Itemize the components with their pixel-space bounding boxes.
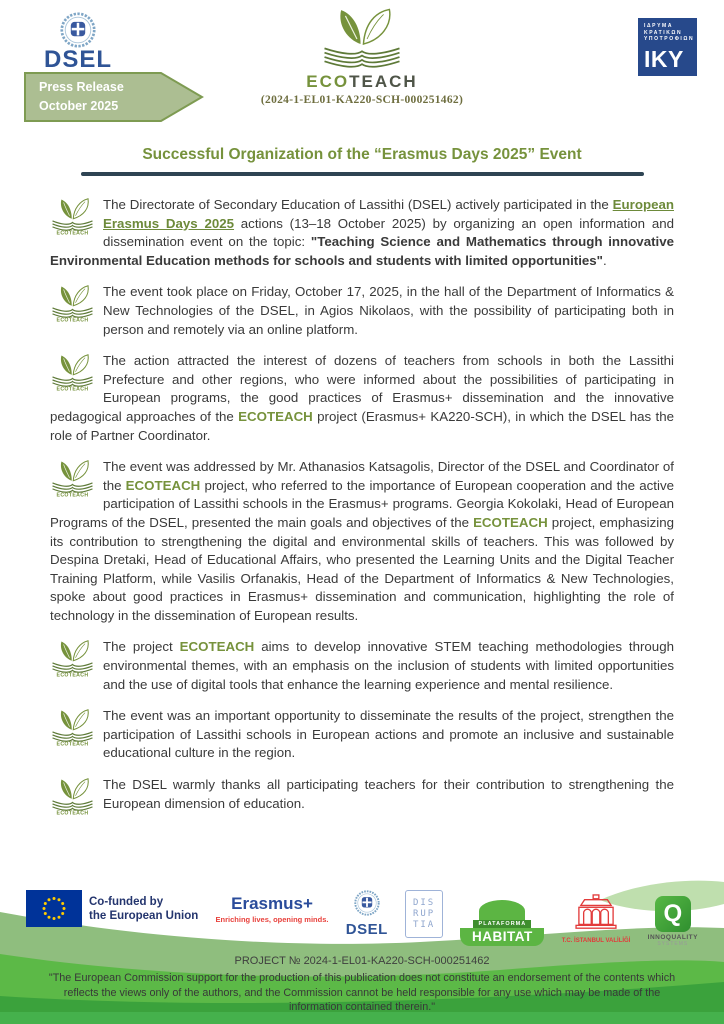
ecoteach-highlight: ECOTEACH	[125, 477, 201, 493]
partner-logo-row	[0, 874, 724, 952]
footer-disclaimer: "The European Commission support for the production of this publication does not constitute an endorsement of the contents which reflects the views only of the authors, and the Commission cannot be held responsible for any use which may be made of the information contained therein."	[48, 972, 676, 1014]
ecoteach-highlight: ECOTEACH	[179, 639, 255, 655]
banner-line2: October 2025	[39, 99, 119, 113]
body-text: The event took place on Friday, October 17, 2025, in the hall of the Department of Informatics & New Technologies of the DSEL, in Agios Nikolaos, with the possibility of participating both in person and remotely via an online platform.	[103, 284, 674, 337]
ecoteach-eco-text: ECO	[306, 72, 350, 91]
erasmus-tagline: Enriching lives, opening minds.	[215, 915, 329, 924]
press-body	[0, 176, 724, 816]
innoquality-logo	[648, 896, 698, 947]
press-paragraph	[50, 638, 674, 694]
ecoteach-wordmark	[232, 72, 492, 92]
ecoteach-teach-text: TEACH	[349, 72, 418, 91]
press-paragraph	[50, 707, 674, 763]
project-code: (2024-1-EL01-KA220-SCH-000251462)	[260, 94, 464, 106]
innoquality-q-icon: Q	[655, 896, 691, 932]
habitat-tree-icon	[479, 900, 525, 922]
body-text: The event was addressed by Mr. Athanasios Katsagolis, Director of the DSEL and Coordinator of the	[103, 459, 674, 493]
dsel-footer-logo	[346, 890, 388, 938]
press-paragraph	[50, 196, 674, 270]
svg-text:ECOTEACH: ECOTEACH	[56, 672, 89, 678]
body-text: The action attracted the interest of dozens of teachers from schools in both the Lassithi Prefecture and other regions, who were informed about the possibilities of participating in European programs, the good practices of Erasmus+ dissemination and the innovative pedagogical approaches of the	[50, 353, 674, 424]
disruptia-logo: DIS RUP TIA	[405, 890, 443, 938]
dsel-logo	[40, 12, 116, 72]
banner-line1: Press Release	[39, 80, 124, 94]
press-paragraph	[50, 458, 674, 625]
svg-text:ECOTEACH: ECOTEACH	[56, 230, 89, 235]
footer	[0, 874, 724, 1024]
page-title: Successful Organization of the “Erasmus Days 2025” Event	[142, 146, 582, 163]
footer-project-number: PROJECT № 2024-1-EL01-KA220-SCH-000251462	[234, 955, 490, 967]
svg-text:ECOTEACH: ECOTEACH	[56, 386, 89, 392]
istanbul-building-icon	[566, 894, 626, 932]
ecoteach-logo	[232, 8, 492, 106]
iky-full-name: ΙΔΡΥΜΑ ΚΡΑΤΙΚΩΝ ΥΠΟΤΡΟΦΙΩΝ	[644, 23, 695, 42]
erasmus-logo	[216, 894, 329, 924]
svg-text:ECOTEACH: ECOTEACH	[56, 741, 89, 747]
eu-cofunded-logo	[26, 890, 198, 927]
body-text: project, who referred to the importance of European cooperation and the active participation of Lassithi schools in the Erasmus+ programs. Georgia Kokolaki, Head of European Programs of the DSEL, presented the main goals and objectives of the	[50, 477, 674, 530]
body-text: actions (13–18 October 2025) by organizing an open information and dissemination event on the topic:	[103, 215, 675, 250]
istanbul-valiligi-logo	[562, 894, 631, 944]
press-paragraph	[50, 776, 674, 816]
habitat-logo	[460, 900, 544, 946]
greek-emblem-icon	[354, 890, 380, 916]
habitat-plataforma-text: PLATAFORMA	[473, 920, 531, 928]
dsel-logo-text: DSEL	[43, 46, 112, 73]
innoquality-wordmark: INNOQUALITY	[647, 934, 698, 941]
erasmus-wordmark: Erasmus+	[231, 894, 313, 913]
dsel-footer-text: DSEL	[345, 921, 388, 938]
ecoteach-bullet-icon	[50, 460, 95, 497]
ecoteach-bullet-icon	[50, 354, 95, 391]
body-text: The Directorate of Secondary Education of Lassithi (DSEL) actively participated in the	[103, 197, 613, 212]
svg-text:ECOTEACH: ECOTEACH	[56, 810, 89, 816]
ecoteach-bullet-icon	[50, 640, 95, 677]
press-paragraph	[50, 352, 674, 445]
iky-logo	[638, 18, 697, 76]
ecoteach-bullet-icon	[50, 285, 95, 322]
eu-flag-icon	[26, 890, 82, 927]
header	[0, 0, 724, 142]
ecoteach-leaves-icon	[312, 8, 412, 70]
greek-emblem-icon	[60, 12, 96, 48]
ecoteach-bullet-icon	[50, 198, 95, 235]
body-text: The DSEL warmly thanks all participating teachers for their contribution to strengthening the European dimension of education.	[103, 777, 674, 811]
body-text: "Teaching Science and Mathematics through innovative Environmental Education methods for schools and students with limited opportunities"	[50, 234, 675, 268]
iky-acronym: IKY	[644, 45, 684, 72]
ecoteach-highlight: ECOTEACH	[473, 514, 548, 530]
habitat-wordmark: HABITAT	[460, 928, 544, 946]
press-paragraph	[50, 283, 674, 339]
ecoteach-bullet-icon	[50, 778, 95, 815]
ecoteach-highlight: ECOTEACH	[238, 408, 313, 424]
body-text: project, emphasizing its contribution to strengthening the digital and environmental skills of teachers. This was followed by Despina Dretaki, Head of Educational Affairs, who presented the Learning Units and the Digital Teacher Training Platform, while Vasilis Orfanakis, Head of the Department of Informatics & New Technologies, spoke about good practices in Erasmus+ dissemination and communication, highlighting the role of technology in the dissemination of European results.	[50, 514, 674, 623]
ecoteach-bullet-icon	[50, 709, 95, 746]
title-block	[0, 146, 724, 176]
erasmus-days-link[interactable]: European Erasmus Days 2025	[103, 197, 674, 231]
body-text: .	[603, 252, 607, 268]
body-text: project (Erasmus+ KA220-SCH), in which the DSEL has the role of Partner Coordinator.	[50, 408, 675, 443]
svg-text:ECOTEACH: ECOTEACH	[56, 492, 89, 498]
body-text: The event was an important opportunity to disseminate the results of the project, strengthen the participation of Lassithi schools in European actions and promote an inclusive and sustainable educational culture in the region.	[103, 708, 674, 761]
body-text: The project	[103, 639, 180, 655]
body-text: aims to develop innovative STEM teaching methodologies through environmental themes, with an emphasis on the inclusion of students with limited opportunities and the use of digital tools that enhance the learning experience and mental resilience.	[103, 639, 674, 692]
press-release-banner	[24, 72, 204, 122]
svg-text:ECOTEACH: ECOTEACH	[56, 317, 89, 323]
innoquality-subtext: SYSTEMS	[657, 941, 689, 947]
eu-cofunded-text: Co-funded by the European Union	[89, 895, 199, 922]
istanbul-valiligi-text: T.C. İSTANBUL VALİLİĞİ	[561, 938, 631, 944]
